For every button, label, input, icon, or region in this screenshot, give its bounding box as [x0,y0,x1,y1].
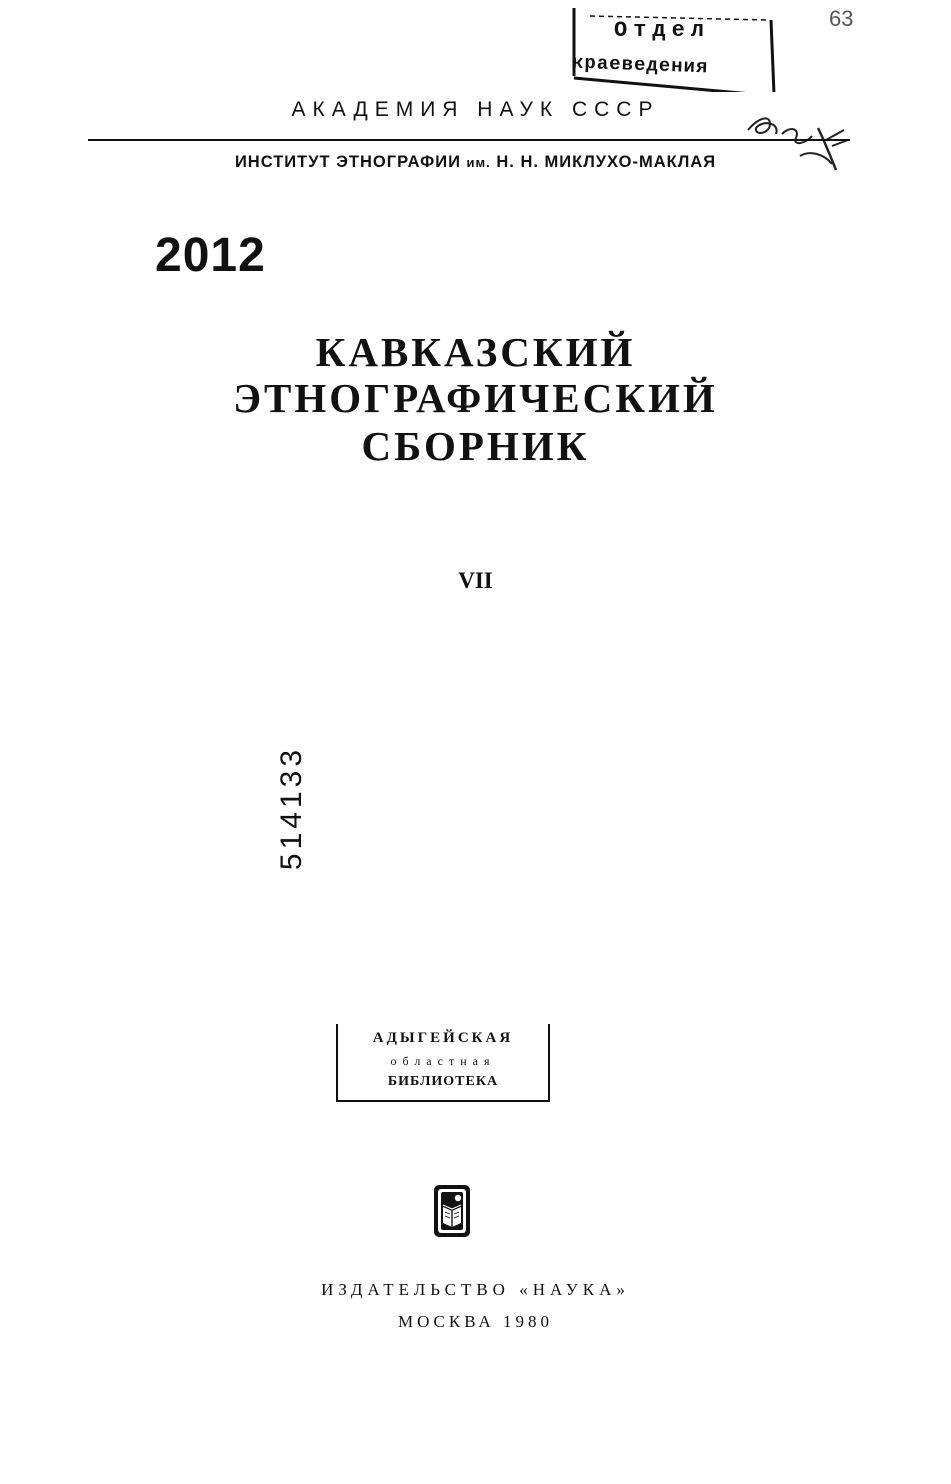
library-stamp-line1: АДЫГЕЙСКАЯ [372,1030,514,1046]
title-line-3: СБОРНИК [361,423,590,469]
publication-city-year: МОСКВА 1980 [397,1312,554,1331]
department-stamp-line2: краеведения [571,51,709,79]
library-stamp-line3: БИБЛИОТЕКА [387,1074,499,1089]
academy-name: АКАДЕМИЯ НАУК СССР [291,98,660,121]
institute-name-part1: ИНСТИТУТ ЭТНОГРАФИИ [234,153,461,171]
title-line-1: КАВКАЗСКИЙ [315,329,636,375]
handwritten-page-number: 63 [829,6,854,31]
inventory-number-stamp: 514133 [275,745,308,871]
institute-name-part2: Н. Н. МИКЛУХО-МАКЛАЯ [496,153,717,171]
header-rule [88,139,850,141]
library-stamp-line2: областная [390,1054,496,1068]
catalog-number: 2012 [155,229,266,282]
department-stamp [566,6,778,92]
institute-name-abbr: им. [466,155,491,170]
publisher-logo-icon [432,1183,472,1239]
library-stamp [336,1024,550,1102]
publisher-name: ИЗДАТЕЛЬСТВО «НАУКА» [321,1280,630,1299]
volume-number: VII [458,568,493,593]
institute-name [0,153,951,172]
department-stamp-line1: Отдел [614,18,711,43]
title-line-2: ЭТНОГРАФИЧЕСКИЙ [233,375,718,421]
